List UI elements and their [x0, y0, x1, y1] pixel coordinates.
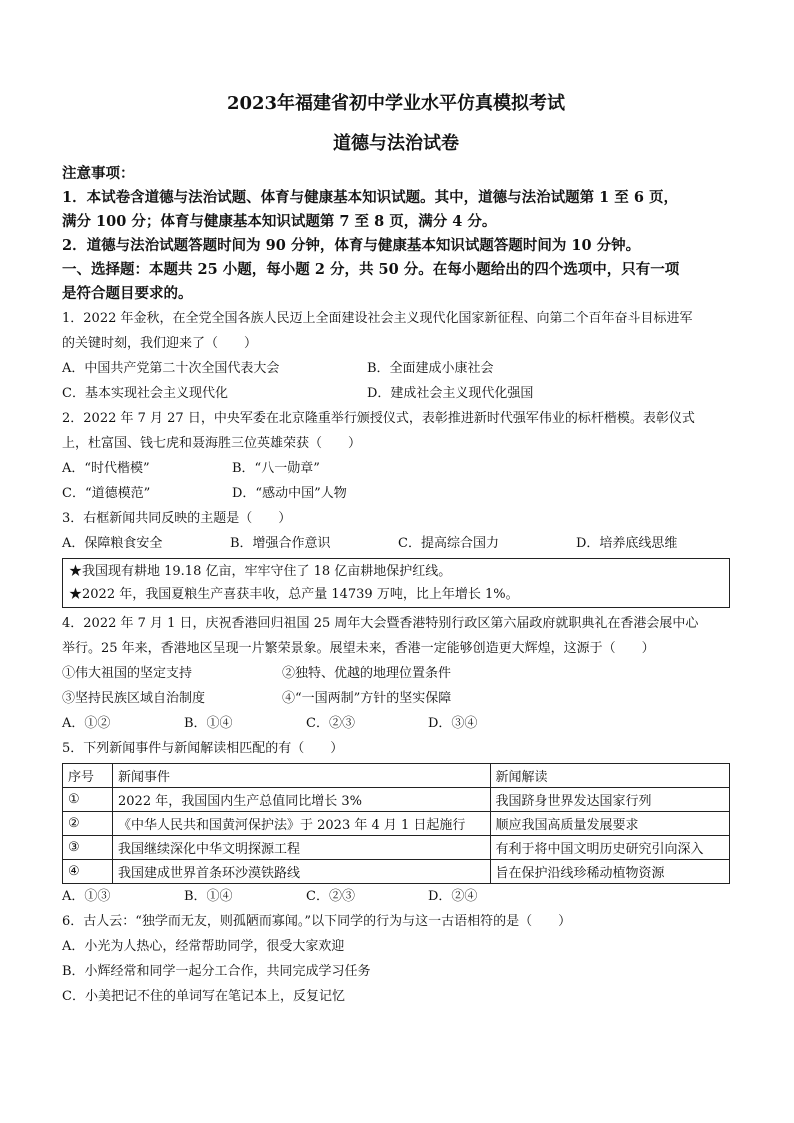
q4-statement-4: ④“一国两制”方针的坚实保障 [282, 691, 452, 706]
exam-subtitle: 道德与法治试卷 [333, 133, 459, 154]
q2-option-d: D．“感动中国”人物 [232, 486, 347, 501]
exam-page [62, 92, 730, 1009]
q6-option-b: B．小辉经常和同学一起分工合作，共同完成学习任务 [62, 964, 371, 979]
q3-stem: 3．右框新闻共同反映的主题是（ ） [62, 511, 292, 526]
q1-option-a: A．中国共产党第二十次全国代表大会 [62, 361, 280, 376]
q2-stem-line-2: 上，杜富国、钱七虎和聂海胜三位英雄荣获（ ） [62, 436, 362, 451]
q1-options-row-1 [62, 356, 730, 381]
q3-option-b: B．增强合作意识 [230, 536, 331, 551]
table-cell: 我国继续深化中华文明探源工程 [113, 836, 491, 860]
q4-option-c: C．②③ [306, 716, 355, 731]
q4-statement-3: ③坚持民族区域自治制度 [62, 691, 206, 706]
q2-option-b: B．“八一勋章” [232, 461, 320, 476]
table-cell: ② [63, 812, 113, 836]
q2-stem-line-1: 2．2022 年 7 月 27 日，中央军委在北京隆重举行颁授仪式，表彰推进新时代强军伟业的标杆楷模。表彰仪式 [62, 411, 695, 426]
table-cell: 我国建成世界首条环沙漠铁路线 [113, 860, 491, 884]
q4-statements-row-1 [62, 661, 730, 686]
q5-option-d: D．②④ [428, 889, 478, 904]
q1-options-row-2 [62, 381, 730, 406]
table-row [63, 836, 730, 860]
table-cell: 《中华人民共和国黄河保护法》于 2023 年 4 月 1 日起施行 [113, 812, 491, 836]
table-cell: ③ [63, 836, 113, 860]
q3-news-item-2: ★2022 年，我国夏粮生产喜获丰收，总产量 14739 万吨，比上年增长 1%。 [69, 587, 519, 602]
q2-options-row-1 [62, 456, 730, 481]
q5-option-c: C．②③ [306, 889, 355, 904]
table-cell: 旨在保护沿线珍稀动植物资源 [490, 860, 729, 884]
q3-option-d: D．培养底线思维 [576, 536, 678, 551]
notice-item-2: 2．道德与法治试题答题时间为 90 分钟，体育与健康基本知识试题答题时间为 10 分钟。 [62, 237, 641, 254]
q4-option-a: A．①② [62, 716, 111, 731]
notice-item-1-line-2: 满分 100 分；体育与健康基本知识试题第 7 至 8 页，满分 4 分。 [62, 213, 497, 230]
q5-options-row [62, 884, 730, 909]
q5-option-b: B．①④ [184, 889, 233, 904]
q1-option-d: D．建成社会主义现代化强国 [367, 386, 534, 401]
q3-news-item-1: ★我国现有耕地 19.18 亿亩，牢牢守住了 18 亿亩耕地保护红线。 [69, 564, 452, 579]
q4-stem-line-1: 4．2022 年 7 月 1 日，庆祝香港回归祖国 25 周年大会暨香港特别行政区第六届政府就职典礼在香港会展中心 [62, 616, 699, 631]
q2-option-a: A．“时代楷模” [62, 461, 150, 476]
table-cell: ① [63, 788, 113, 812]
q4-option-b: B．①④ [184, 716, 233, 731]
q1-option-b: B．全面建成小康社会 [367, 361, 494, 376]
q3-option-c: C．提高综合国力 [398, 536, 499, 551]
table-cell: ④ [63, 860, 113, 884]
table-cell: 顺应我国高质量发展要求 [490, 812, 729, 836]
q1-option-c: C．基本实现社会主义现代化 [62, 386, 228, 401]
q4-statement-1: ①伟大祖国的坚定支持 [62, 666, 193, 681]
q6-option-a: A．小光为人热心，经常帮助同学，很受大家欢迎 [62, 939, 345, 954]
exam-title: 2023年福建省初中学业水平仿真模拟考试 [226, 93, 566, 114]
q1-stem-line-1: 1．2022 年金秋，在全党全国各族人民迈上全面建设社会主义现代化国家新征程、向第二个百年奋斗目标进军 [62, 311, 693, 326]
table-header-cell: 新闻事件 [113, 764, 491, 788]
section-1-heading-line-2: 是符合题目要求的。 [62, 285, 193, 302]
q4-option-d: D．③④ [428, 716, 478, 731]
q4-stem-line-2: 举行。25 年来，香港地区呈现一片繁荣景象。展望未来，香港一定能够创造更大辉煌，这源于（ ） [62, 641, 655, 656]
q5-option-a: A．①③ [62, 889, 111, 904]
table-row [63, 860, 730, 884]
table-row [63, 788, 730, 812]
notice-heading: 注意事项： [62, 165, 135, 182]
table-row [63, 812, 730, 836]
q3-news-box [62, 558, 730, 608]
notice-item-1-line-1: 1．本试卷含道德与法治试题、体育与健康基本知识试题。其中，道德与法治试题第 1 至 6 页， [62, 189, 678, 206]
q4-statement-2: ②独特、优越的地理位置条件 [282, 666, 452, 681]
table-cell: 我国跻身世界发达国家行列 [490, 788, 729, 812]
table-header-cell: 新闻解读 [490, 764, 729, 788]
q3-options-row [62, 531, 730, 556]
q2-options-row-2 [62, 481, 730, 506]
table-cell: 有利于将中国文明历史研究引向深入 [490, 836, 729, 860]
q3-option-a: A．保障粮食安全 [62, 536, 163, 551]
q5-news-table [62, 763, 730, 884]
q2-option-c: C．“道德模范” [62, 486, 151, 501]
q5-stem: 5．下列新闻事件与新闻解读相匹配的有（ ） [62, 741, 344, 756]
q4-options-row [62, 711, 730, 736]
section-1-heading-line-1: 一、选择题：本题共 25 小题，每小题 2 分，共 50 分。在每小题给出的四个选项中，只有一项 [62, 261, 680, 278]
table-cell: 2022 年，我国国内生产总值同比增长 3% [113, 788, 491, 812]
q6-stem: 6．古人云：“独学而无友，则孤陋而寡闻。”以下同学的行为与这一古语相符的是（ ） [62, 914, 572, 929]
q4-statements-row-2 [62, 686, 730, 711]
q1-stem-line-2: 的关键时刻，我们迎来了（ ） [62, 336, 258, 351]
q6-option-c: C．小美把记不住的单词写在笔记本上，反复记忆 [62, 989, 345, 1004]
table-header-row [63, 764, 730, 788]
table-header-cell: 序号 [63, 764, 113, 788]
